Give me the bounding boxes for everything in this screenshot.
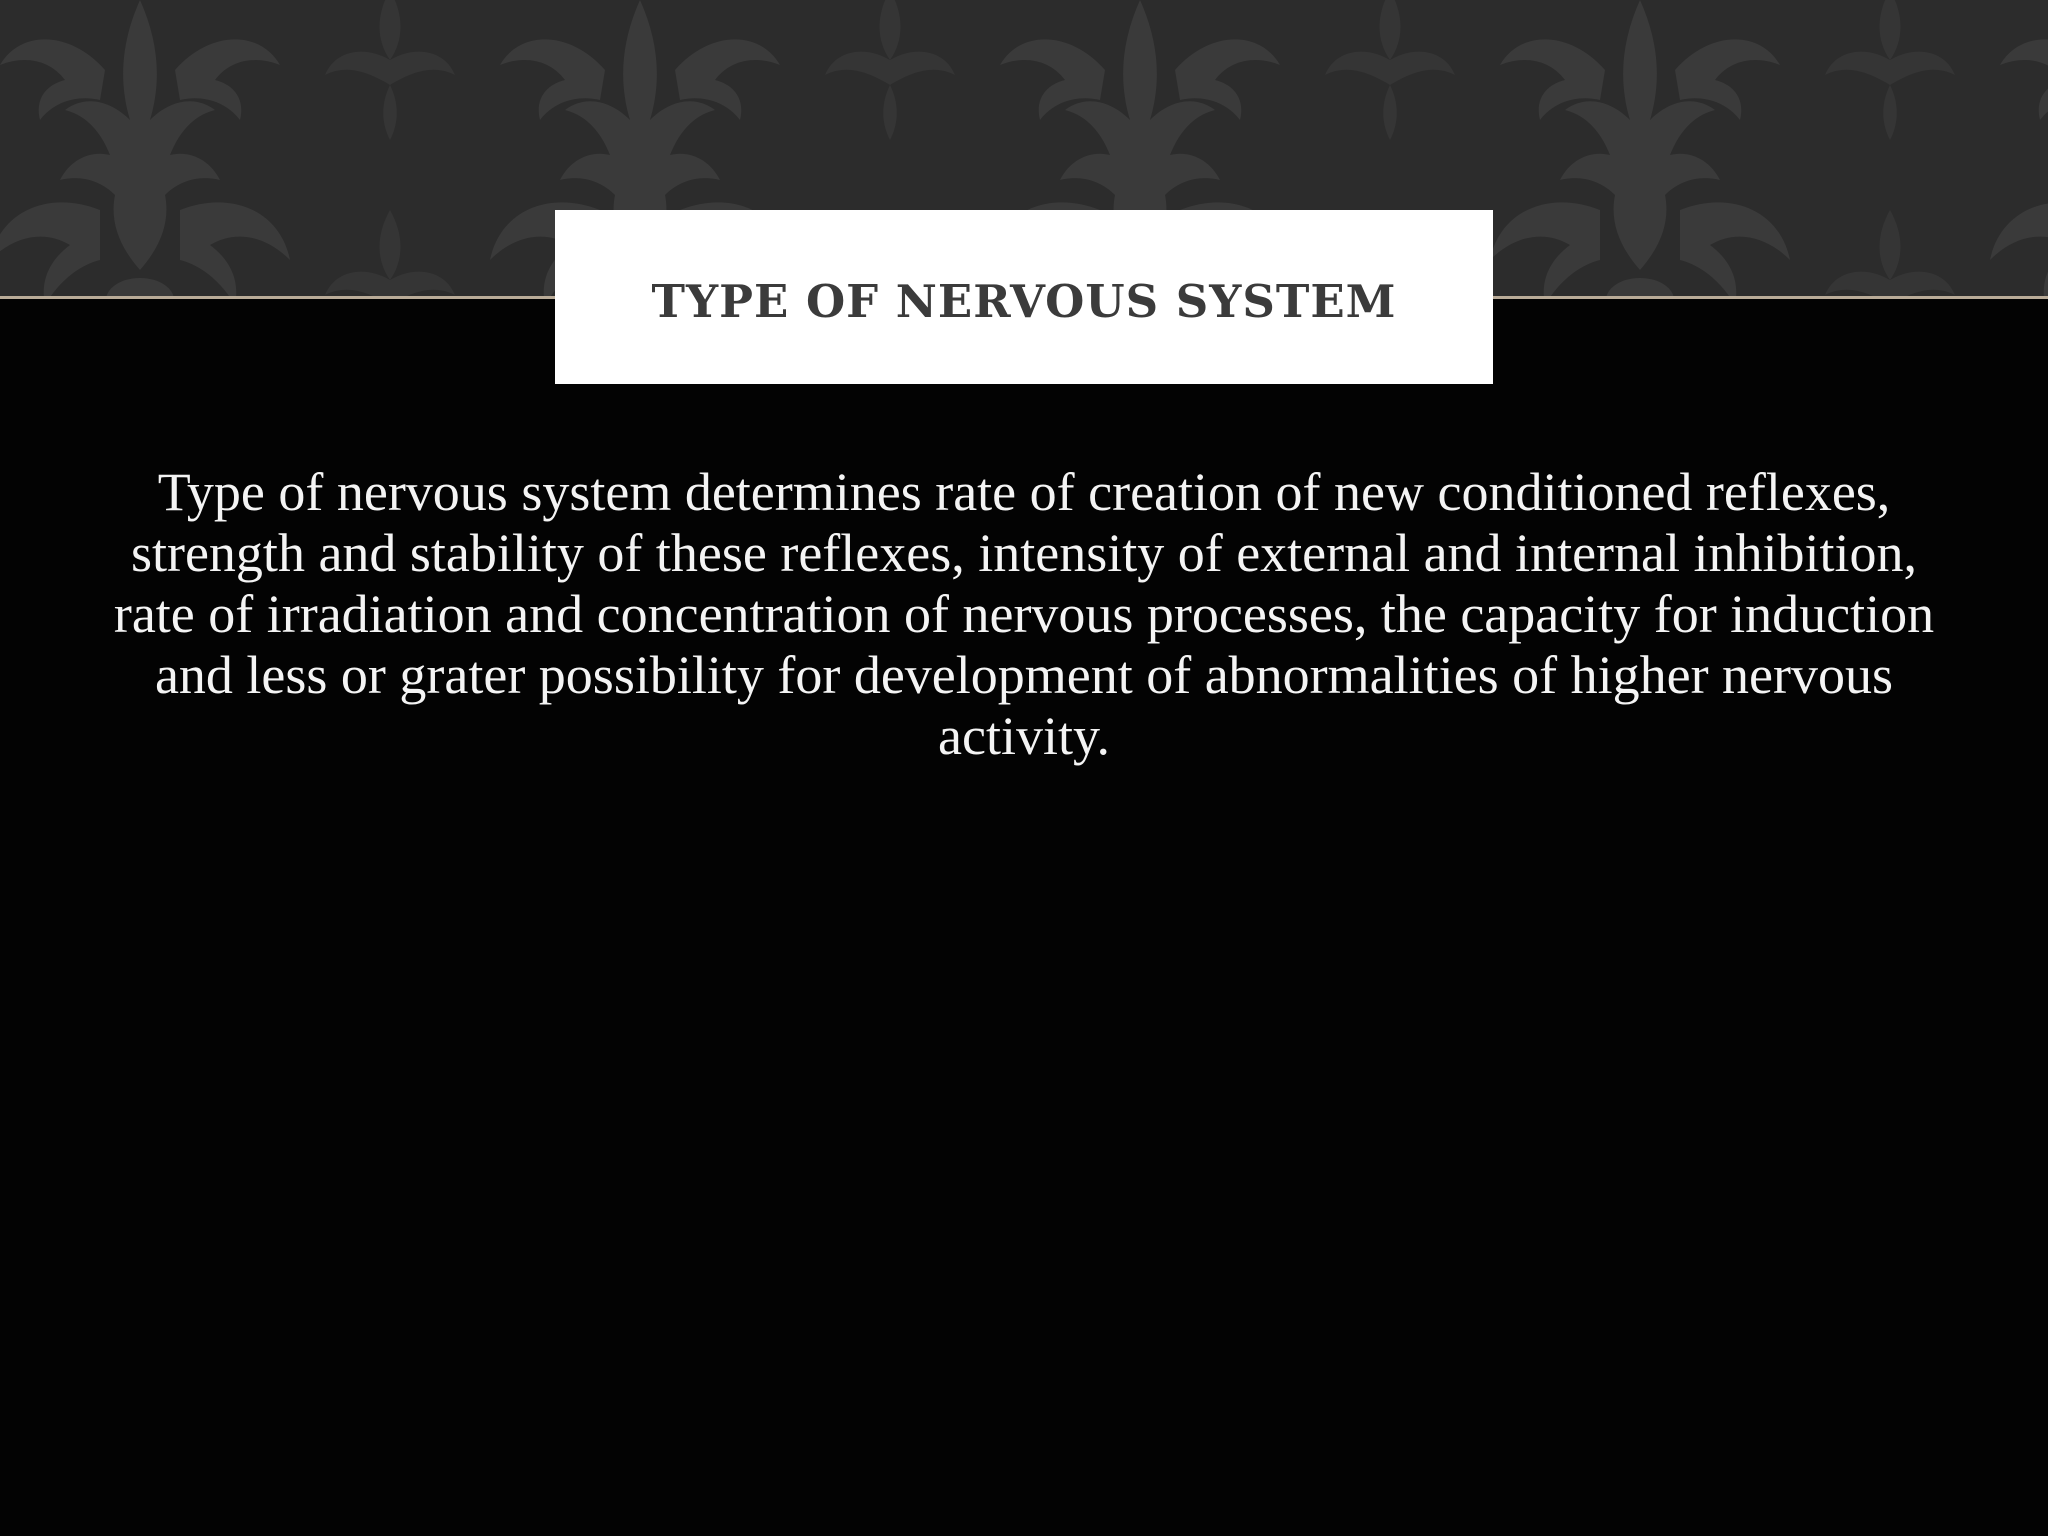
slide-body-text: Type of nervous system determines rate of creation of new conditioned reflexes, strength and stability of these reflexes, intensity of external and internal inhibition, rate of irradiation and concentration of nervous processes, the capacity for induction and less or grater possibility for development of abnormalities of higher nervous activity. [113,462,1935,766]
slide-title: TYPE OF NERVOUS SYSTEM [651,274,1397,328]
title-box [555,210,1493,384]
